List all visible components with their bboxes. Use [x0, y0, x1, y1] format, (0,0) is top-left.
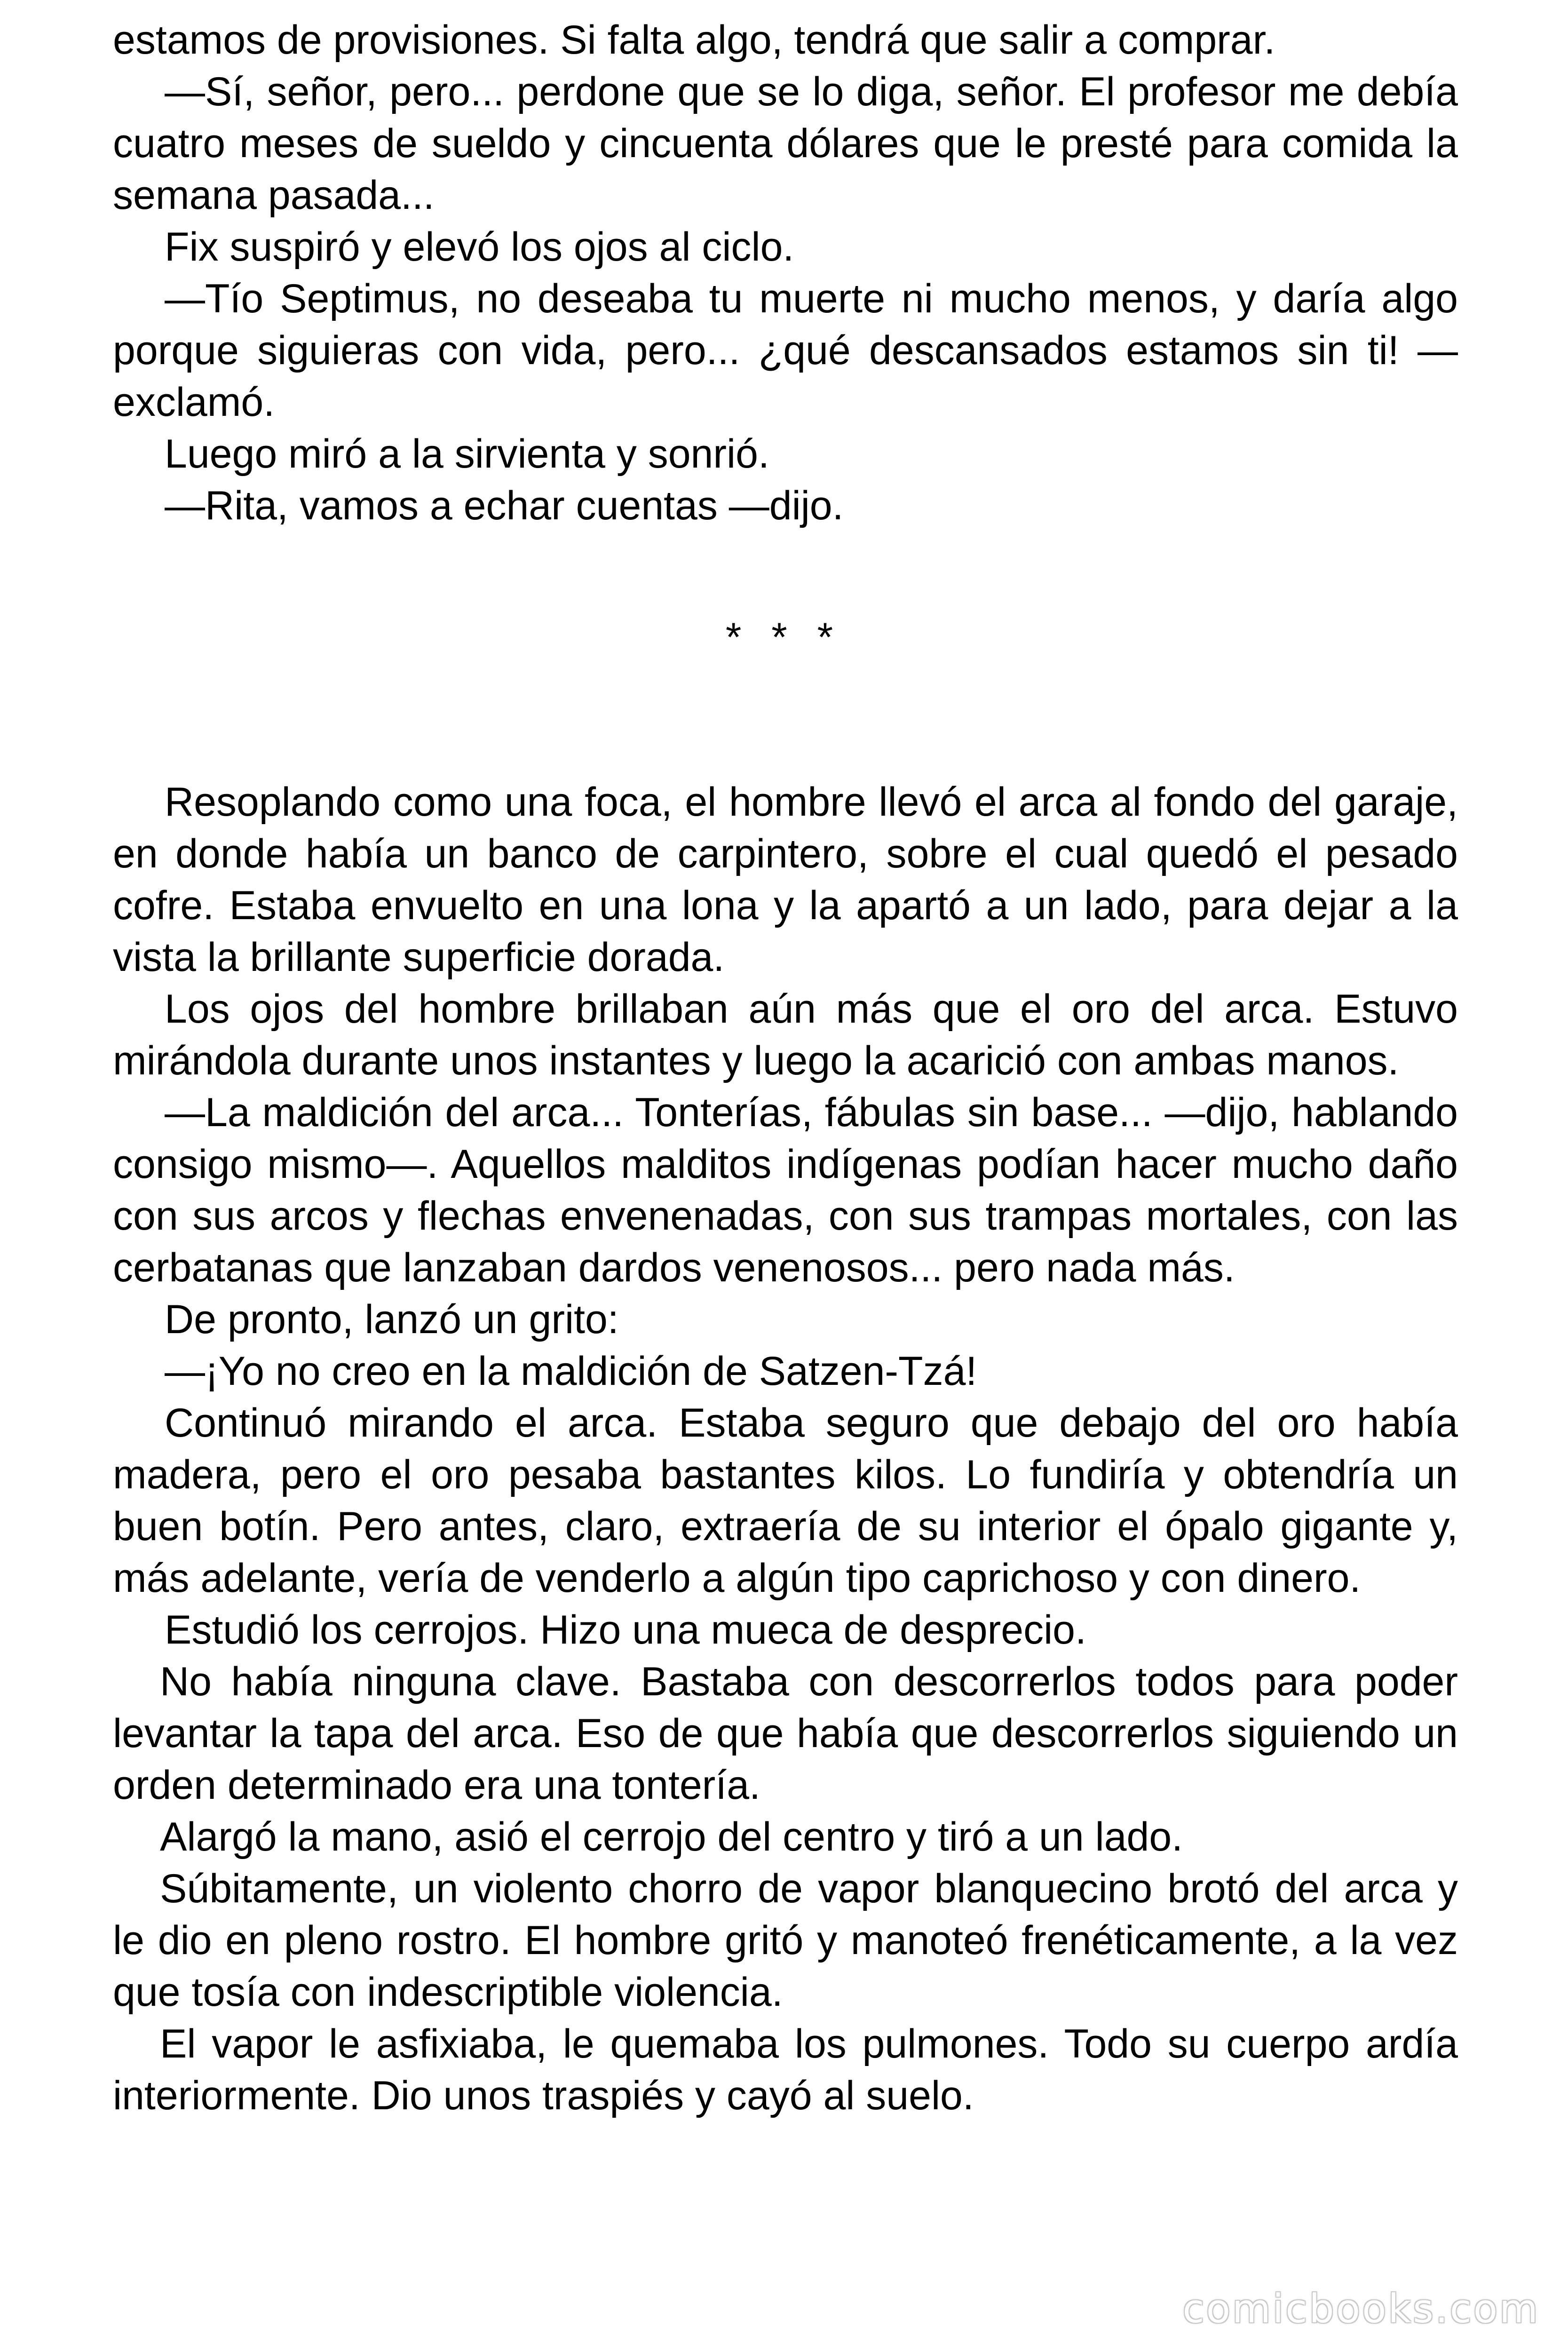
paragraph: Estudió los cerrojos. Hizo una mueca de desprecio.	[165, 1607, 1086, 1653]
paragraph: —¡Yo no creo en la maldición de Satzen-Tzá!	[165, 1349, 977, 1394]
paragraph: El vapor le asfixiaba, le quemaba los pulmones. Todo su cuerpo ardía interiormente. Dio unos traspiés y cayó al suelo.	[113, 2021, 1458, 2118]
paragraph: —Rita, vamos a echar cuentas —dijo.	[165, 483, 844, 528]
watermark: comicbooks.com	[1182, 2286, 1540, 2332]
section-separator: * * *	[725, 615, 843, 660]
paragraph: estamos de provisiones. Si falta algo, tendrá que salir a comprar.	[113, 17, 1275, 63]
bottom-text-block	[113, 776, 1458, 2122]
paragraph: —La maldición del arca... Tonterías, fábulas sin base... —dijo, hablando consigo mismo—. Aquellos malditos indígenas podían hacer mucho daño con sus arcos y flechas envenenadas, con sus trampas mortales, con las cerbatanas que lanzaban dardos venenosos... pero nada más.	[113, 1090, 1458, 1290]
paragraph: Los ojos del hombre brillaban aún más que el oro del arca. Estuvo mirándola durante unos instantes y luego la acarició con ambas manos.	[113, 986, 1458, 1083]
paragraph: Súbitamente, un violento chorro de vapor blanquecino brotó del arca y le dio en pleno rostro. El hombre gritó y manoteó frenéticamente, a la vez que tosía con indescriptible violencia.	[113, 1866, 1458, 2015]
paragraph: —Tío Septimus, no deseaba tu muerte ni mucho menos, y daría algo porque siguieras con vida, pero... ¿qué descansados estamos sin ti! — exclamó.	[113, 276, 1458, 425]
paragraph: Resoplando como una foca, el hombre llevó el arca al fondo del garaje, en donde había un banco de carpintero, sobre el cual quedó el pesado cofre. Estaba envuelto en una lona y la apartó a un lado, para dejar a la vista la brillante superficie dorada.	[113, 779, 1458, 980]
top-text-block	[113, 14, 1458, 532]
paragraph: Continuó mirando el arca. Estaba seguro que debajo del oro había madera, pero el oro pesaba bastantes kilos. Lo fundiría y obtendría un buen botín. Pero antes, claro, extraería de su interior el ópalo gigante y, más adelante, vería de venderlo a algún tipo caprichoso y con dinero.	[113, 1400, 1458, 1601]
paragraph: —Sí, señor, pero... perdone que se lo diga, señor. El profesor me debía cuatro meses de sueldo y cincuenta dólares que le presté para comida la semana pasada...	[113, 69, 1458, 218]
paragraph: Alargó la mano, asió el cerrojo del centro y tiró a un lado.	[160, 1814, 1183, 1859]
paragraph: De pronto, lanzó un grito:	[165, 1297, 619, 1342]
paragraph: No había ninguna clave. Bastaba con descorrerlos todos para poder levantar la tapa del arca. Eso de que había que descorrerlos siguiendo un orden determinado era una tontería.	[113, 1659, 1458, 1808]
paragraph: Fix suspiró y elevó los ojos al ciclo.	[165, 224, 794, 270]
paragraph: Luego miró a la sirvienta y sonrió.	[165, 431, 769, 477]
